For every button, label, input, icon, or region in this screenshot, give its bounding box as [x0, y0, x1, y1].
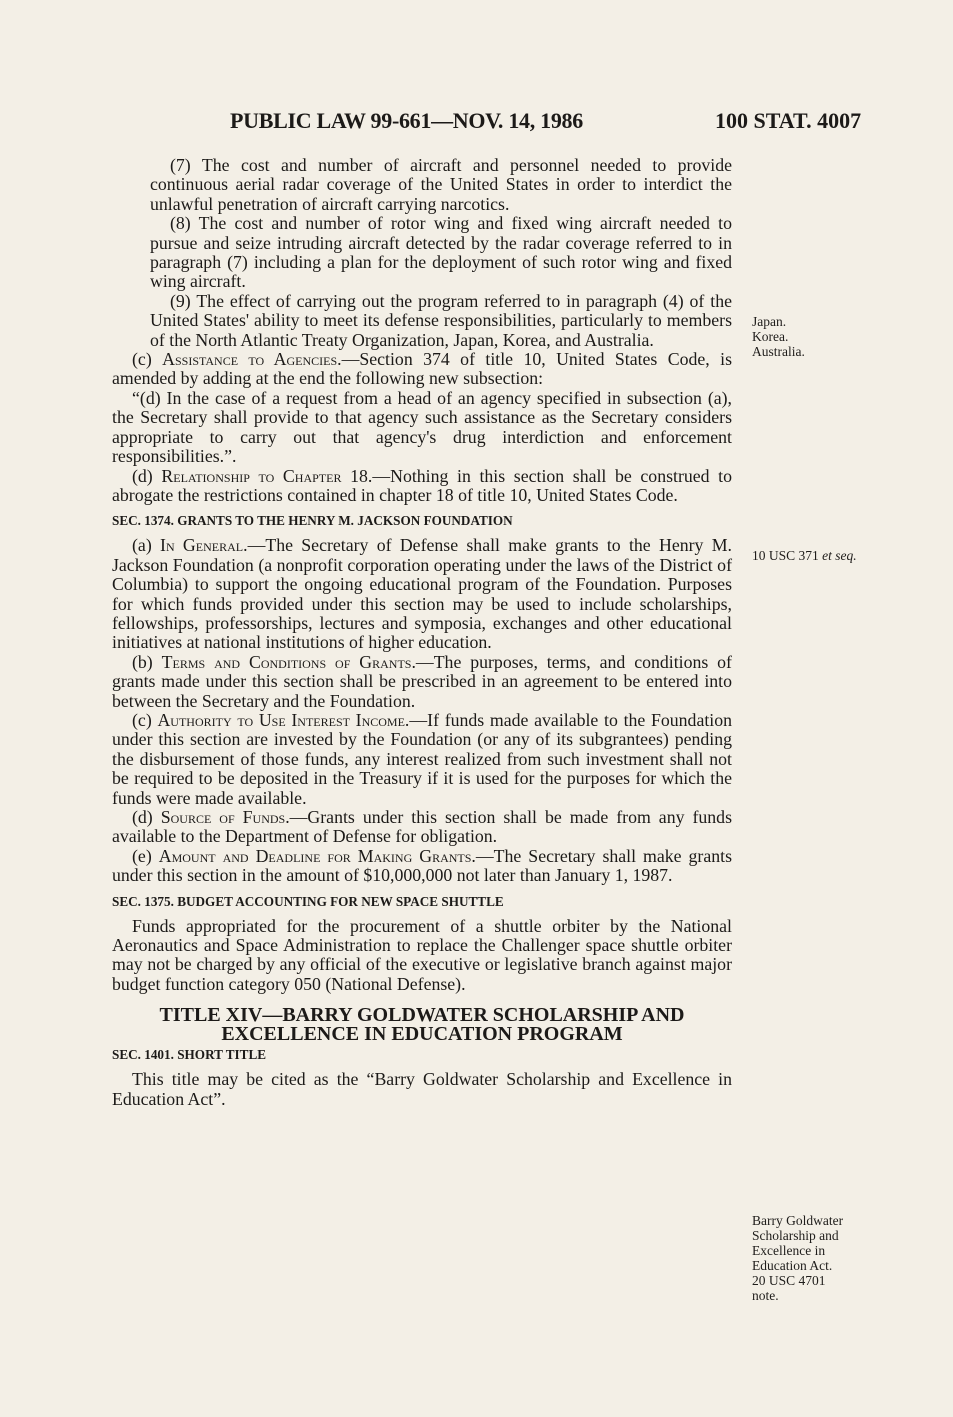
section-heading-1374: SEC. 1374. GRANTS TO THE HENRY M. JACKSON FOUNDATION: [112, 513, 513, 529]
subsection-label: (b): [132, 651, 162, 672]
margin-note-goldwater: [752, 1213, 843, 1303]
subsection-heading: In General.: [160, 535, 248, 556]
subsection-a-general: [112, 536, 732, 652]
paragraph-7: (7) The cost and number of aircraft and personnel needed to provide continuous aerial radar coverage of the United States in order to interdict the unlawful penetration of aircraft carrying narcotics.: [150, 155, 732, 214]
title-xiv-heading: [112, 1006, 732, 1044]
section-heading-1375: SEC. 1375. BUDGET ACCOUNTING FOR NEW SPACE SHUTTLE: [112, 893, 504, 909]
margin-note-line: Excellence in: [752, 1243, 826, 1258]
margin-note-line: Korea.: [752, 329, 789, 344]
margin-note-line: Barry Goldwater: [752, 1213, 844, 1228]
margin-note-countries: [752, 314, 805, 359]
paragraph-8: (8) The cost and number of rotor wing and fixed wing aircraft needed to pursue and seize intruding aircraft detected by the radar coverage referred to in paragraph (7) including a plan for the deployment of such rotor wing and fixed wing aircraft.: [150, 213, 732, 292]
margin-note-10-usc-371: [752, 548, 857, 563]
margin-note-line: [752, 548, 857, 563]
subsection-c-interest: [112, 711, 732, 808]
section-heading-1401: SEC. 1401. SHORT TITLE: [112, 1047, 267, 1063]
subsection-text: —Nothing in this section shall be construed to abrogate the restrictions contained in chapter 18 of title 10, United States Code.: [112, 465, 732, 505]
page-header: [0, 108, 953, 138]
margin-note-line: Australia.: [752, 344, 805, 359]
subsection-label: (e): [132, 845, 159, 866]
subsection-d-relationship: [112, 467, 732, 506]
margin-note-line: note.: [752, 1288, 779, 1303]
margin-note-line: Education Act.: [752, 1258, 833, 1273]
subsection-text: —The Secretary shall make grants under this section in the amount of $10,000,000 not later than January 1, 1987.: [112, 845, 732, 886]
usc-citation: 10 USC 371: [752, 548, 823, 563]
margin-note-line: Japan.: [752, 314, 787, 329]
subsection-d-source: [112, 808, 732, 847]
subsection-label: (d): [132, 807, 161, 827]
et-seq: et seq.: [822, 548, 857, 563]
subsection-c-assistance: [112, 350, 732, 389]
subsection-text: —Grants under this section shall be made from any funds available to the Department of Defense for obligation.: [112, 807, 732, 847]
subsection-label: (d): [132, 465, 162, 486]
subsection-text: —The purposes, terms, and conditions of grants made under this section shall be prescribed in an agreement to be entered into between the Secretary and the Foundation.: [112, 651, 732, 711]
subsection-b-terms: [112, 653, 732, 711]
document-body: [112, 156, 732, 1109]
title-xiv-line-1: TITLE XIV—BARRY GOLDWATER SCHOLARSHIP AND: [159, 1004, 685, 1027]
subsection-label: (c): [132, 349, 163, 370]
subsection-label: (c): [132, 709, 158, 730]
paragraph-9: (9) The effect of carrying out the program referred to in paragraph (4) of the United States' ability to meet its defense responsibilities, particularly to members of the North Atlantic Treaty Organization, Japan, Korea, and Australia.: [150, 290, 732, 350]
quoted-subsection-d: “(d) In the case of a request from a head of an agency specified in subsection (a), the Secretary shall provide to that agency such assistance as the Secretary considers appropriate to carry out that agency's drug interdiction and enforcement responsibilities.”.: [112, 387, 732, 467]
subsection-text: —Section 374 of title 10, United States Code, is amended by adding at the end the following new subsection:: [112, 349, 732, 389]
subsection-heading: Relationship to Chapter 18.: [161, 465, 373, 486]
margin-note-line: 20 USC 4701: [752, 1273, 826, 1288]
subsection-heading: Assistance to Agencies.: [162, 349, 342, 370]
subsection-text: —The Secretary of Defense shall make grants to the Henry M. Jackson Foundation (a nonprofit corporation operating under the laws of the District of Columbia) to support the ongoing educational program of the Foundation. Purposes for which funds provided under this section may be used to include scholarships, fellowships, professorships, lectures and symposia, exchanges and other educational initiatives at national institutions of higher education.: [112, 535, 732, 653]
subsection-text: —If funds made available to the Foundation under this section are invested by the Foundation (or any of its subgrantees) pending the disbursement of those funds, any interest realized from such investment shall not be required to be deposited in the Treasury if it is used for the purposes for which the funds were made available.: [112, 709, 733, 808]
law-title: PUBLIC LAW 99-661—NOV. 14, 1986: [230, 108, 583, 133]
subsection-heading: Amount and Deadline for Making Grants.: [158, 845, 476, 866]
statute-citation: 100 STAT. 4007: [715, 108, 862, 133]
subsection-heading: Authority to Use Interest Income.: [157, 709, 410, 730]
subsection-heading: Source of Funds.: [160, 807, 290, 827]
section-1375-text: Funds appropriated for the procurement of a shuttle orbiter by the National Aeronautics and Space Administration to replace the Challenger space shuttle orbiter may not be charged by any official of the executive or legislative branch against major budget function category 050 (National Defense).: [112, 915, 732, 994]
margin-note-line: Scholarship and: [752, 1228, 839, 1243]
section-1401-text: This title may be cited as the “Barry Goldwater Scholarship and Excellence in Education Act”.: [112, 1069, 732, 1109]
subsection-label: (a): [132, 535, 161, 556]
subsection-heading: Terms and Conditions of Grants.: [161, 651, 416, 672]
title-xiv-line-2: EXCELLENCE IN EDUCATION PROGRAM: [221, 1023, 623, 1046]
subsection-e-amount: [112, 847, 732, 886]
